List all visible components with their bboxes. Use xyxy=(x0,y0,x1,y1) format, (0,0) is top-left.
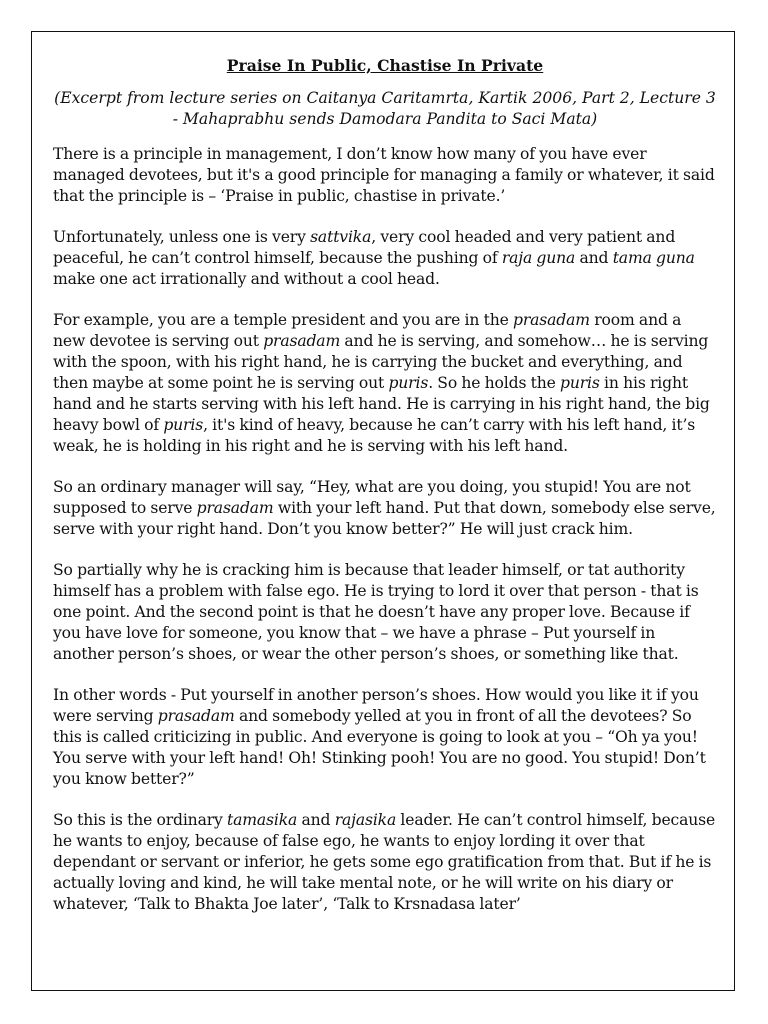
paragraph-text: For example, you are a temple president and you are in the xyxy=(53,311,513,329)
paragraph-text: , it's kind of heavy, because he can’t carry with his left hand, it’s weak, he is holding in his right and he is serving with his left hand. xyxy=(53,416,696,455)
italic-term: prasadam xyxy=(157,707,235,725)
body-paragraph xyxy=(53,227,717,290)
paragraph-text: So an ordinary manager will say, “Hey, what are you doing, you stupid! You are not supposed to serve xyxy=(53,478,691,517)
body-paragraph xyxy=(53,560,717,665)
paragraph-list xyxy=(53,144,717,915)
document-body xyxy=(53,55,717,935)
paragraph-text: . So he holds the xyxy=(428,374,561,392)
italic-term: puris xyxy=(560,374,600,392)
italic-term: prasadam xyxy=(512,311,590,329)
document-title: Praise In Public, Chastise In Private xyxy=(226,56,544,75)
italic-term: prasadam xyxy=(196,499,274,517)
body-paragraph xyxy=(53,477,717,540)
paragraph-text: and somebody yelled at you in front of all the devotees? So this is called criticizing in public. And everyone is going to look at you – “Oh ya you! You serve with your left hand! Oh! Stinking pooh! You are no good. You stupid! Don’t you know better?” xyxy=(53,707,706,788)
body-paragraph xyxy=(53,310,717,457)
paragraph-text: Unfortunately, unless one is very xyxy=(53,228,311,246)
paragraph-text: with your left hand. Put that down, somebody else serve, serve with your right hand. Don’t you know better?” He will just crack him. xyxy=(53,499,716,538)
italic-term: rajasika xyxy=(334,811,397,829)
paragraph-text: There is a principle in management, I don’t know how many of you have ever managed devotees, but it's a good principle for managing a family or whatever, it said that the principle is – ‘Praise in public, chastise in private.’ xyxy=(53,145,715,205)
paragraph-text: make one act irrationally and without a cool head. xyxy=(53,270,440,288)
paragraph-text: and he is serving, and somehow… he is serving with the spoon, with his right hand, he is carrying the bucket and everything, and then maybe at some point he is serving out xyxy=(53,332,709,392)
body-paragraph xyxy=(53,685,717,790)
paragraph-text: leader. He can’t control himself, because he wants to enjoy, because of false ego, he wants to enjoy lording it over that dependant or servant or inferior, he gets some ego gratification from that. But if he is actually loving and kind, he will take mental note, or he will write on his diary or whatever, ‘Talk to Bhakta Joe later’, ‘Talk to Krsnadasa later’ xyxy=(53,811,716,913)
italic-term: prasadam xyxy=(263,332,341,350)
body-paragraph xyxy=(53,810,717,915)
italic-term: sattvika xyxy=(310,228,372,246)
italic-term: raja guna xyxy=(501,249,576,267)
italic-term: tamasika xyxy=(227,811,298,829)
paragraph-text: So this is the ordinary xyxy=(53,811,227,829)
paragraph-text: room and a new devotee is serving out xyxy=(53,311,682,350)
document-subtitle: (Excerpt from lecture series on Caitanya Caritamrta, Kartik 2006, Part 2, Lecture 3 - Mahaprabhu sends Damodara Pandita to Saci Mata) xyxy=(54,89,716,128)
paragraph-text: , very cool headed and very patient and peaceful, he can’t control himself, because the pushing of xyxy=(53,228,676,267)
paragraph-text: So partially why he is cracking him is because that leader himself, or tat authority himself has a problem with false ego. He is trying to lord it over that person - that is one point. And the second point is that he doesn’t have any proper love. Because if you have love for someone, you know that – we have a phrase – Put yourself in another person’s shoes, or wear the other person’s shoes, or something like that. xyxy=(53,561,699,663)
paragraph-text: In other words - Put yourself in another person’s shoes. How would you like it if you were serving xyxy=(53,686,699,725)
italic-term: puris xyxy=(388,374,429,392)
paragraph-text: and xyxy=(297,811,335,829)
body-paragraph xyxy=(53,144,717,207)
italic-term: puris xyxy=(163,416,204,434)
paragraph-text: in his right hand and he starts serving with his left hand. He is carrying in his right hand, the big heavy bowl of xyxy=(53,374,710,434)
paragraph-text: and xyxy=(575,249,613,267)
italic-term: tama guna xyxy=(612,249,695,267)
